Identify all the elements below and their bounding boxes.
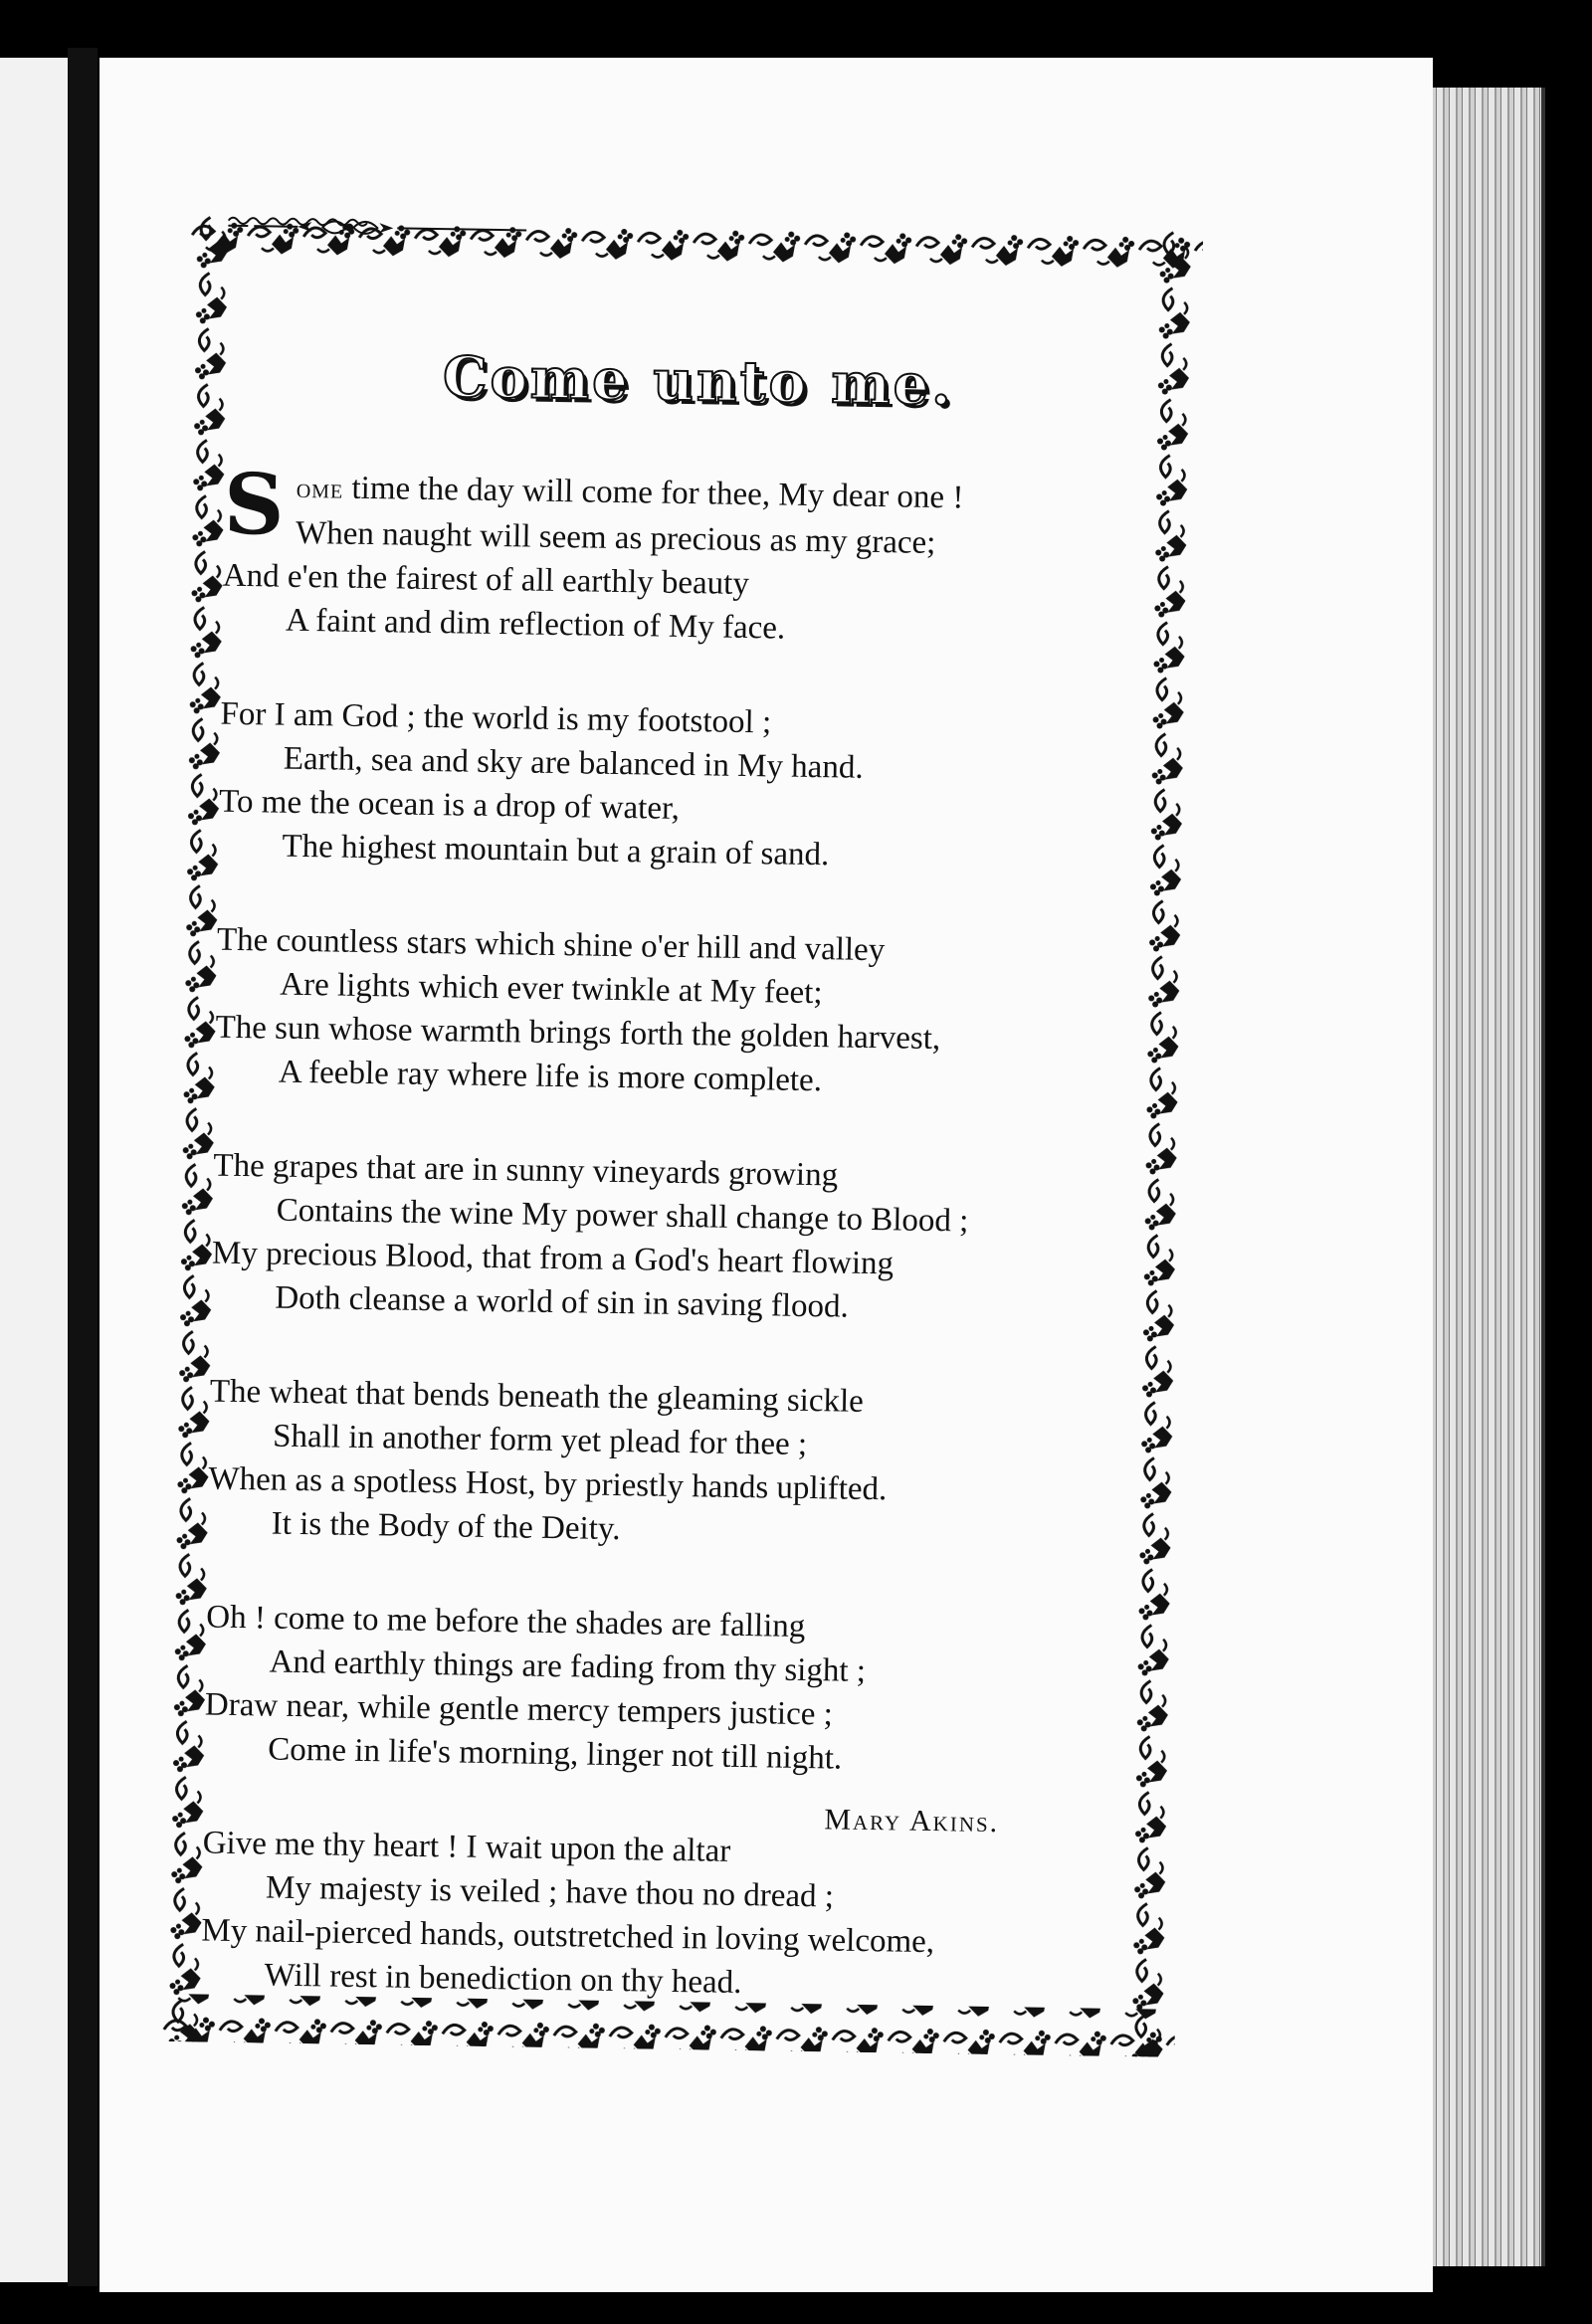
poem-line: The highest mountain but a grain of sand. (282, 828, 830, 873)
poem-line: Come in life's morning, linger not till night. (267, 1731, 843, 1777)
stanza (211, 1144, 1159, 1334)
poem-line: Will rest in benediction on thy head. (264, 1957, 742, 2002)
poem-line: And earthly things are fading from thy sight ; (269, 1644, 867, 1689)
poem-line: My majesty is veiled ; have thou no dread ; (265, 1869, 835, 1915)
poem-line: It is the Body of the Deity. (271, 1505, 621, 1548)
poem-line: Shall in another form yet plead for thee ; (272, 1418, 808, 1463)
poem-title: Come unto me. (442, 344, 955, 419)
poem-line: A feeble ray where life is more complete. (278, 1054, 823, 1099)
poem-line: When naught will seem as precious as my grace; (295, 514, 936, 561)
poem-line: A faint and dim reflection of My face. (285, 602, 786, 647)
poem-author: Mary Akins. (824, 1803, 1000, 1840)
poem-line: Give me thy heart ! I wait upon the altar (202, 1825, 731, 1869)
poem-line: The grapes that are in sunny vineyards growing (213, 1147, 839, 1194)
poem-line: The sun whose warmth brings forth the golden harvest, (215, 1009, 941, 1058)
stanza (207, 1370, 1155, 1560)
poem-line: For I am God ; the world is my footstool ; (220, 695, 772, 741)
tailpiece-ornament (228, 214, 526, 243)
poem-body (200, 454, 1170, 2062)
book-spine (68, 48, 98, 2286)
poem-line: My nail-pierced hands, outstretched in loving welcome, (201, 1912, 935, 1961)
stanza (218, 692, 1166, 882)
poem-line: To me the ocean is a drop of water, (218, 783, 681, 827)
stanza (215, 918, 1163, 1108)
poem-frame (160, 213, 1204, 2057)
poem-line: Contains the wine My power shall change to Blood ; (276, 1192, 969, 1240)
poem-line-text: time the day will come for thee, My dear one ! (343, 470, 964, 516)
poem-line: And e'en the fairest of all earthly beauty (222, 557, 750, 602)
facing-page-edge (0, 58, 70, 2282)
drop-cap: S (223, 454, 286, 554)
poem-line: Are lights which ever twinkle at My feet; (280, 966, 823, 1012)
poem-line: Earth, sea and sky are balanced in My hand. (283, 740, 864, 786)
poem-line: Draw near, while gentle mercy tempers justice ; (204, 1686, 834, 1733)
poem-line: The wheat that bends beneath the gleaming sickle (209, 1373, 865, 1420)
stanza (222, 454, 1170, 657)
poem-line: Oh ! come to me before the shades are falling (206, 1599, 806, 1646)
stanza (200, 1822, 1148, 2012)
stanza (204, 1596, 1152, 1786)
poem-line: The countless stars which shine o'er hill and valley (216, 921, 886, 969)
poem-line: My precious Blood, that from a God's heart flowing (211, 1235, 895, 1282)
first-word-rest: ome (296, 473, 344, 505)
poem-line: When as a spotless Host, by priestly hands uplifted. (208, 1460, 888, 1508)
poem-line: Doth cleanse a world of sin in saving flood. (275, 1279, 850, 1325)
